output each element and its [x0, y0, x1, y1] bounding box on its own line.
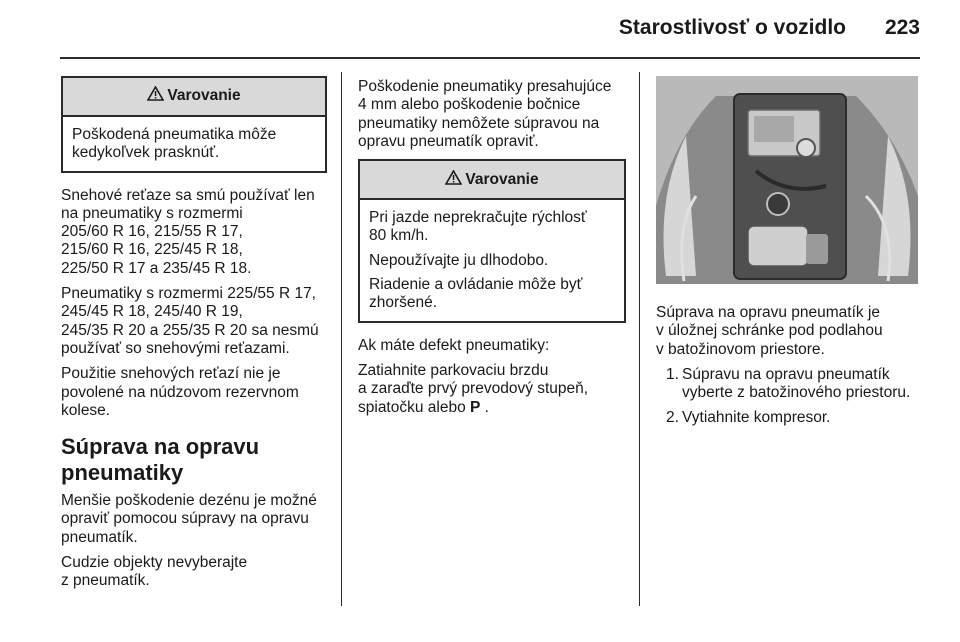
step-text: Súpravu na opravu pneumatík vyberte z batožinového priestoru.	[682, 365, 911, 402]
paragraph-damage-limit: Poškodenie pneumatiky presahujúce 4 mm alebo poškodenie bočnice pneumatiky nemôžete súpravou na opravu pneumatík opraviť.	[358, 78, 612, 150]
warning-text: Poškodená pneumatika môže kedykoľvek prasknúť.	[72, 126, 277, 162]
step-text: Vytiahnite kompresor.	[682, 409, 831, 427]
column-divider-1	[341, 72, 342, 606]
warning-line-speed: Pri jazde neprekračujte rýchlosť 80 km/h.	[369, 209, 587, 245]
warning-box-2	[358, 159, 626, 322]
column-3	[656, 76, 926, 435]
warning-triangle-icon	[445, 170, 462, 190]
steps-list	[656, 366, 926, 428]
repair-kit-photo	[656, 76, 918, 284]
paragraph-kit-location: Súprava na opravu pneumatík je v úložnej schránke pod podlahou v batožinovom priestore.	[656, 304, 883, 358]
column-2	[358, 78, 626, 424]
header-rule	[60, 57, 920, 59]
paragraph-foreign-objects: Cudzie objekty nevyberajte z pneumatík.	[61, 554, 248, 590]
column-1	[61, 76, 327, 598]
paragraph-flat-tyre: Ak máte defekt pneumatiky:	[358, 336, 550, 354]
page-header-title: Starostlivosť o vozidlo	[618, 16, 846, 39]
paragraph-spare-wheel: Použitie snehových reťazí nie je povolené na núdzovom rezervnom kolese.	[61, 365, 299, 419]
paragraph-repair-kit-intro: Menšie poškodenie dezénu je možné opraviť pomocou súpravy na opravu pneumatík.	[61, 492, 317, 546]
page-number: 223	[884, 16, 920, 39]
warning-title: Varovanie	[167, 87, 241, 105]
step-number: 1.	[666, 365, 679, 383]
warning-header	[63, 78, 325, 117]
gear-key-p: P	[470, 398, 481, 416]
section-heading: Súprava na opravu pneumatiky	[61, 434, 260, 486]
paragraph-snow-chains-allowed: Snehové reťaze sa smú používať len na pneumatiky s rozmermi 205/60 R 16, 215/55 R 17, 215/60 R 16, 225/45 R 18, 225/50 R 17 a 235/45 R 18.	[61, 186, 315, 277]
warning-line-handling: Riadenie a ovládanie môže byť zhoršené.	[369, 276, 583, 312]
warning-header-2	[360, 161, 624, 200]
warning-box	[61, 76, 327, 173]
warning-line-duration: Nepoužívajte ju dlhodobo.	[369, 251, 549, 269]
list-item	[666, 409, 926, 427]
paragraph-snow-chains-forbidden: Pneumatiky s rozmermi 225/55 R 17, 245/45 R 18, 245/40 R 19, 245/35 R 20 a 255/35 R 20 sa nesmú používať so snehovými reťazami.	[61, 285, 319, 357]
warning-title-2: Varovanie	[465, 170, 539, 188]
step-number: 2.	[666, 409, 679, 427]
paragraph-parking-brake: Zatiahnite parkovaciu brzdu a zaraďte prvý prevodový stupeň, spiatočku alebo P .	[358, 361, 589, 416]
list-item	[666, 366, 926, 403]
column-divider-2	[639, 72, 640, 606]
warning-triangle-icon	[147, 86, 164, 106]
